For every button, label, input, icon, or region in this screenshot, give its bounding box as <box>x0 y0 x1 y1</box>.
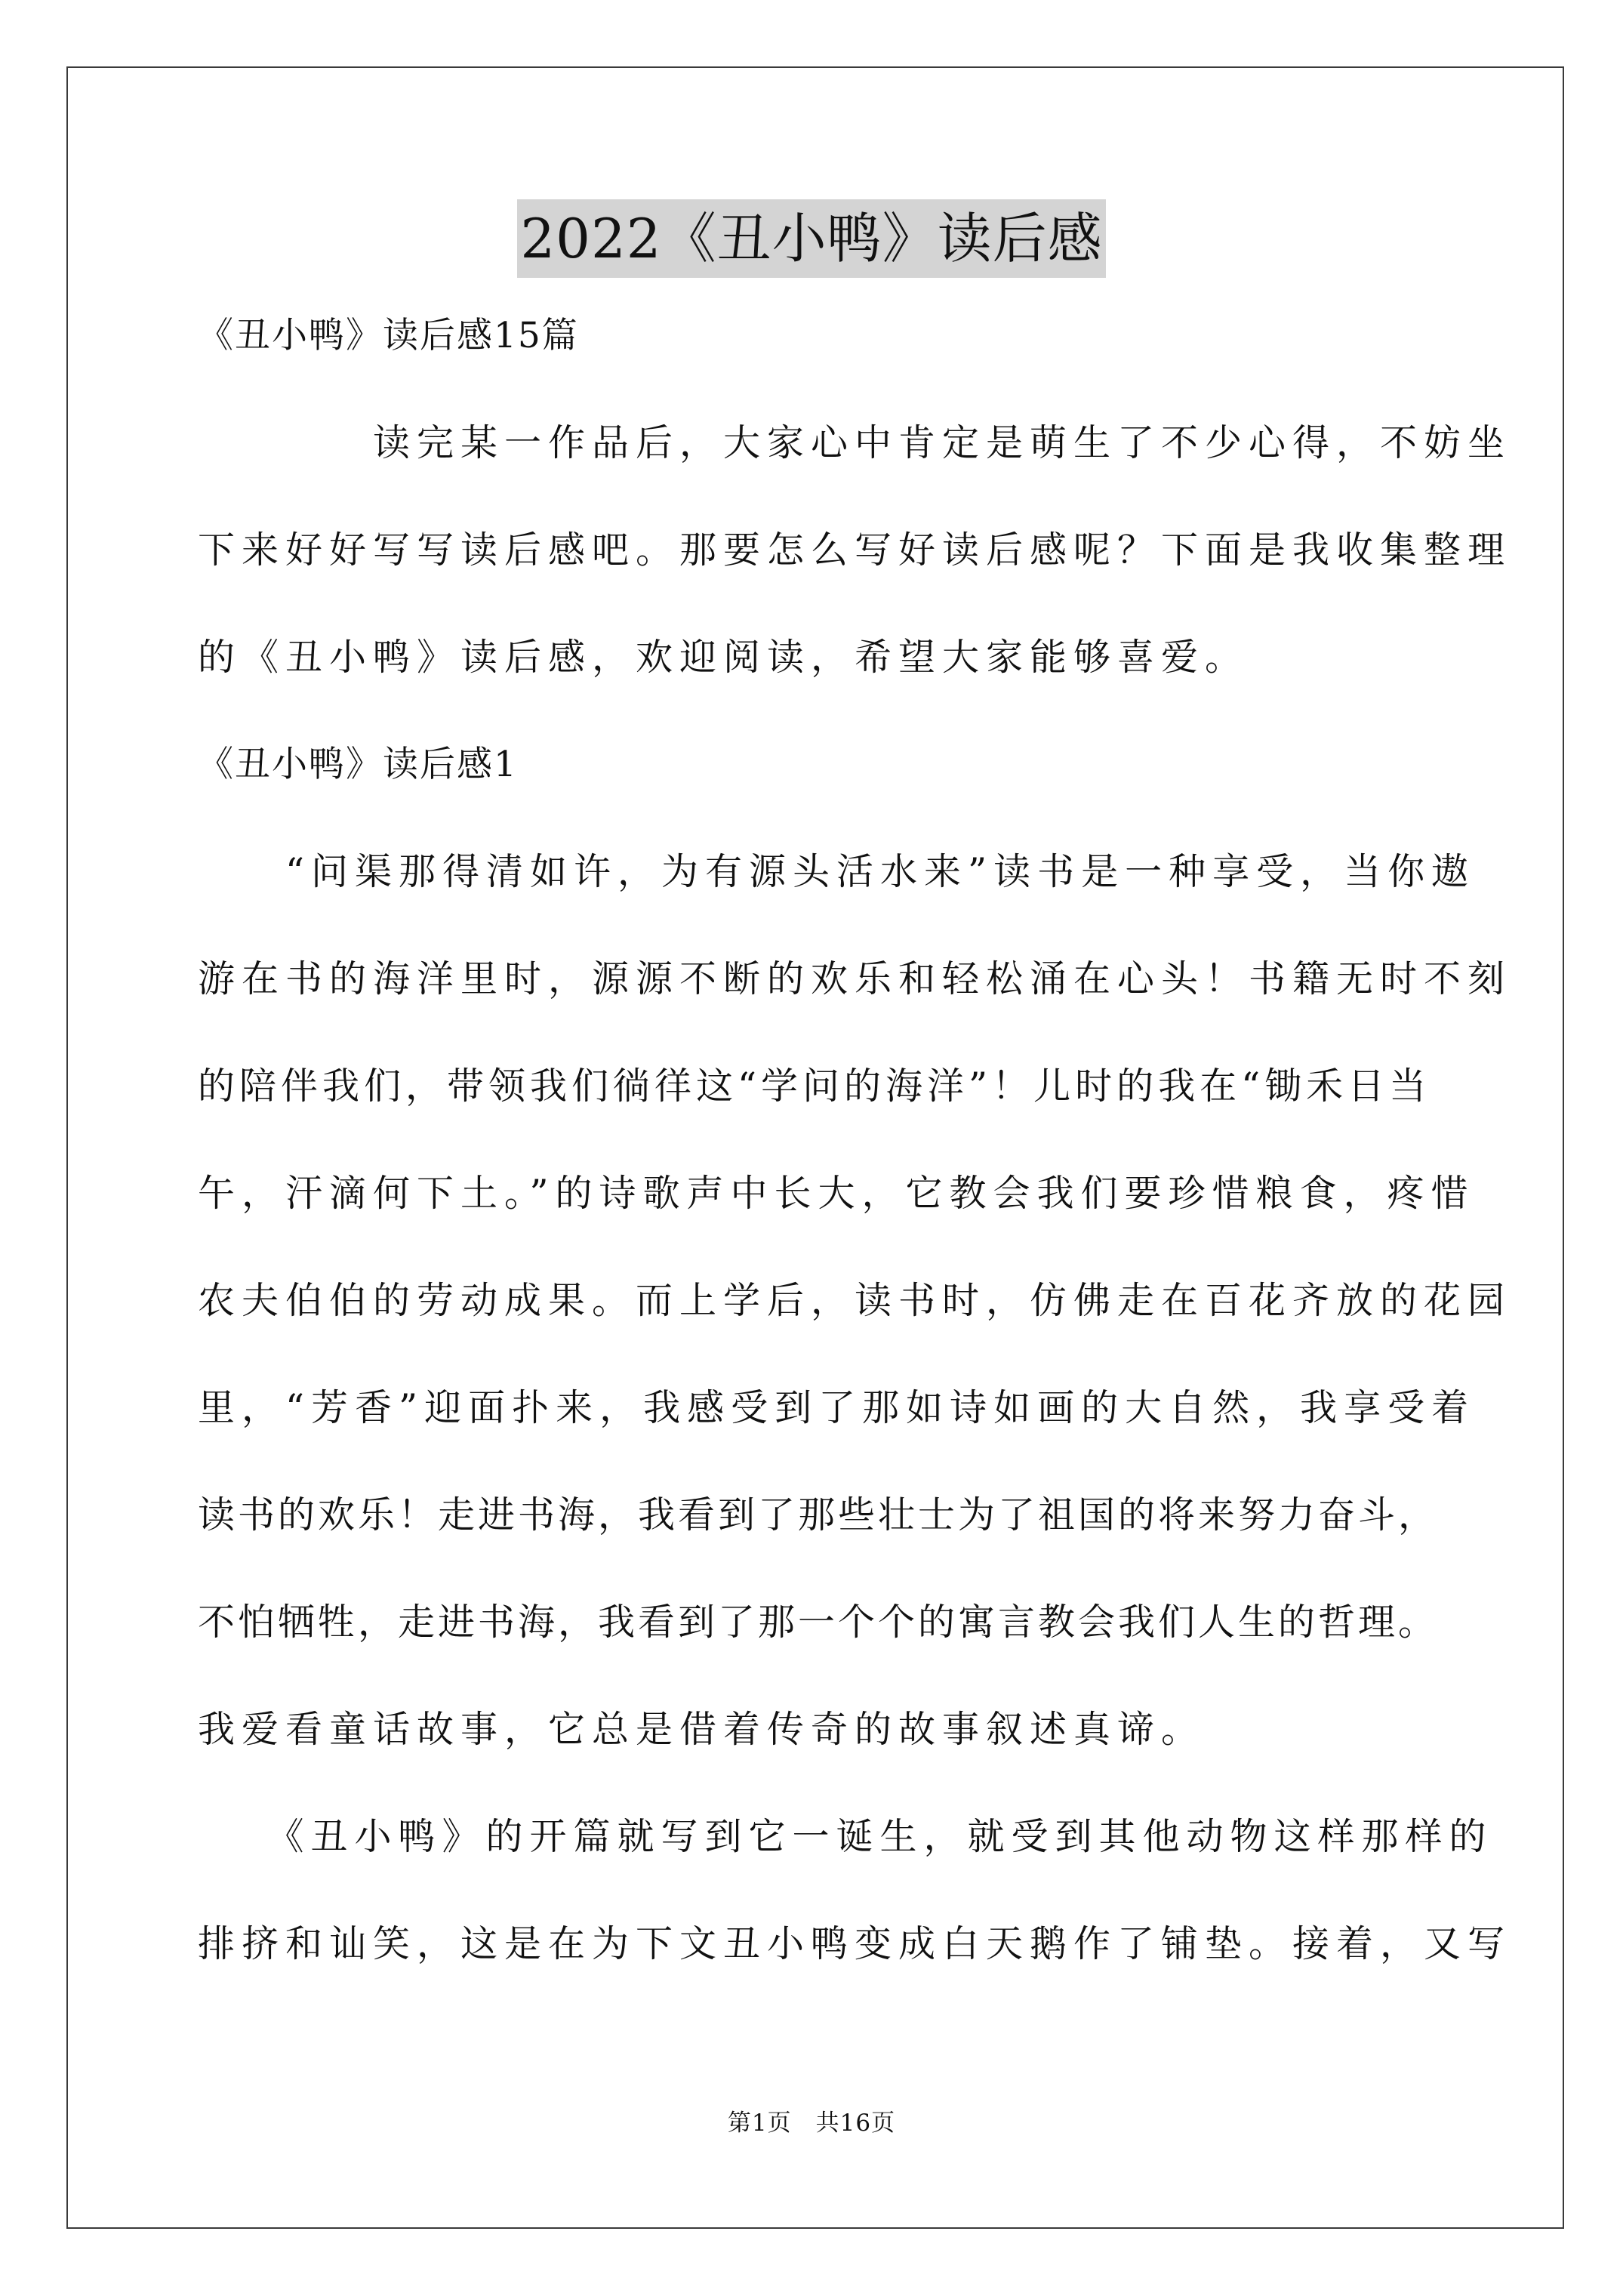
paragraph-line: 里，“芳香”迎面扑来，我感受到了那如诗如画的大自然，我享受着 <box>198 1386 1476 1429</box>
subtitle-line: 《丑小鸭》读后感15篇 <box>198 315 579 356</box>
paragraph-line: 农夫伯伯的劳动成果。而上学后，读书时，仿佛走在百花齐放的花园 <box>198 1279 1512 1322</box>
document-title: 2022《丑小鸭》读后感 <box>517 199 1105 278</box>
paragraph-line: 读完某一作品后，大家心中肯定是萌生了不少心得，不妨坐 <box>198 421 1512 464</box>
paragraph-line: “问渠那得清如许，为有源头活水来”读书是一种享受，当你遨 <box>198 850 1476 893</box>
paragraph-line: 《丑小鸭》的开篇就写到它一诞生，就受到其他动物这样那样的 <box>198 1815 1493 1858</box>
paragraph-line: 下来好好写写读后感吧。那要怎么写好读后感呢？下面是我收集整理 <box>198 529 1512 572</box>
paragraph-line: 读书的欢乐！走进书海，我看到了那些壮士为了祖国的将来努力奋斗， <box>198 1493 1439 1536</box>
document-body <box>198 306 1512 2021</box>
paragraph-line: 不怕牺牲，走进书海，我看到了那一个个的寓言教会我们人生的哲理。 <box>198 1601 1439 1644</box>
paragraph-line: 排挤和讪笑，这是在为下文丑小鸭变成白天鹅作了铺垫。接着，又写 <box>198 1922 1512 1965</box>
paragraph-line: 的陪伴我们，带领我们徜徉这“学问的海洋”！儿时的我在“锄禾日当 <box>198 1065 1431 1108</box>
paragraph-line: 午，汗滴何下土。”的诗歌声中长大，它教会我们要珍惜粮食，疼惜 <box>198 1172 1475 1215</box>
title-block <box>0 199 1623 278</box>
page-footer: 第1页 共16页 <box>727 2110 896 2137</box>
paragraph-line: 我爱看童话故事，它总是借着传奇的故事叙述真谛。 <box>198 1708 1206 1751</box>
paragraph-line: 的《丑小鸭》读后感，欢迎阅读，希望大家能够喜爱。 <box>198 636 1249 679</box>
paragraph-line: 游在书的海洋里时，源源不断的欢乐和轻松涌在心头！书籍无时不刻 <box>198 957 1512 1000</box>
section-heading: 《丑小鸭》读后感1 <box>198 744 518 785</box>
